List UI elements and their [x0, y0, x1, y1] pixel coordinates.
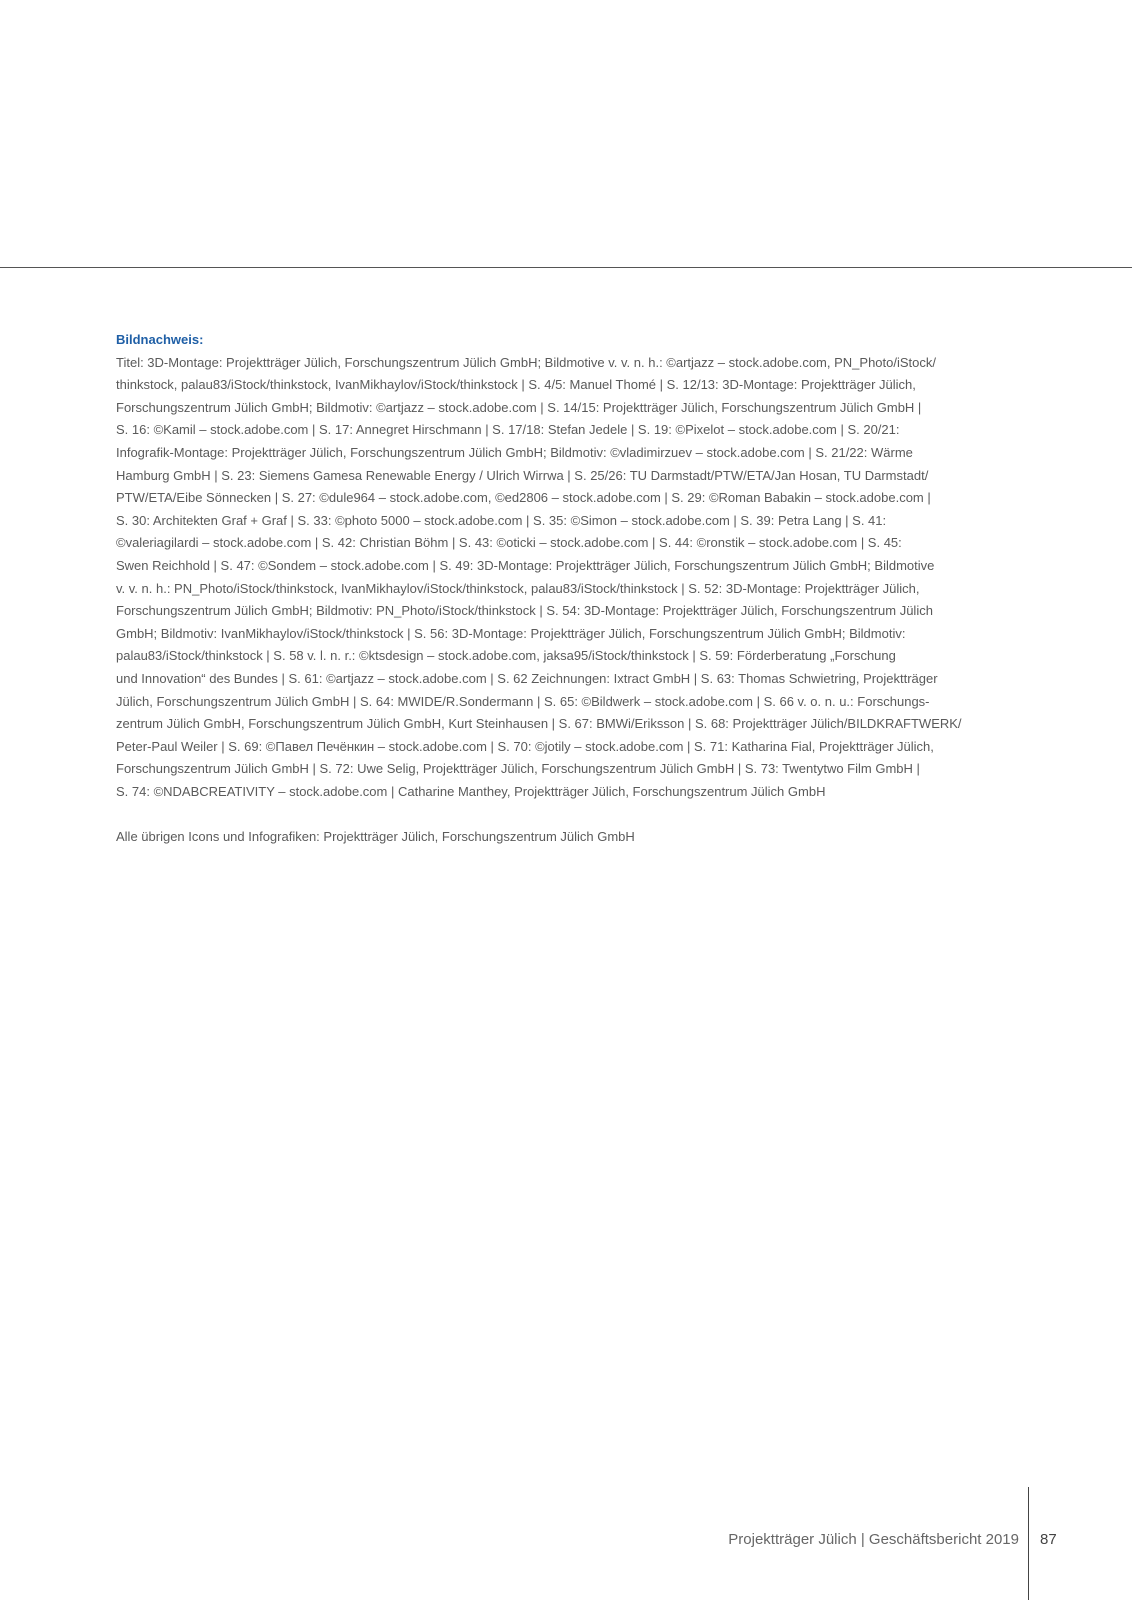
- publication-title: Projektträger Jülich | Geschäftsbericht 2019: [728, 1531, 1019, 1548]
- footer-vertical-divider: [1028, 1487, 1029, 1600]
- credits-line: Forschungszentrum Jülich GmbH; Bildmotiv: PN_Photo/iStock/thinkstock | S. 54: 3D-Montage: Projektträger Jülich, Forschungszentrum Jülich: [116, 603, 933, 619]
- credits-line: ©valeriagilardi – stock.adobe.com | S. 42: Christian Böhm | S. 43: ©oticki – stock.adobe.com | S. 44: ©ronstik – stock.adobe.com | S. 45:: [116, 535, 902, 551]
- credits-line: thinkstock, palau83/iStock/thinkstock, IvanMikhaylov/iStock/thinkstock | S. 4/5: Manuel Thomé | S. 12/13: 3D-Montage: Projektträger Jülich,: [116, 377, 916, 393]
- credits-line: Titel: 3D-Montage: Projektträger Jülich, Forschungszentrum Jülich GmbH; Bildmotive v. v. n. h.: ©artjazz – stock.adobe.com, PN_Photo/iStock/: [116, 354, 936, 370]
- credits-line: S. 30: Architekten Graf + Graf | S. 33: ©photo 5000 – stock.adobe.com | S. 35: ©Simon – stock.adobe.com | S. 39: Petra Lang | S. 41:: [116, 512, 887, 528]
- credits-line: Infografik-Montage: Projektträger Jülich, Forschungszentrum Jülich GmbH; Bildmotiv: ©vladimirzuev – stock.adobe.com | S. 21/22: Wärme: [116, 444, 913, 460]
- credits-line: Forschungszentrum Jülich GmbH | S. 72: Uwe Selig, Projektträger Jülich, Forschungszentrum Jülich GmbH | S. 73: Twentytwo Film GmbH |: [116, 761, 920, 777]
- credits-line: und Innovation“ des Bundes | S. 61: ©artjazz – stock.adobe.com | S. 62 Zeichnungen: Ixtract GmbH | S. 63: Thomas Schwietring, Projektträger: [116, 670, 938, 686]
- credits-line: S. 74: ©NDABCREATIVITY – stock.adobe.com | Catharine Manthey, Projektträger Jülich, Forschungszentrum Jülich GmbH: [116, 783, 826, 799]
- top-horizontal-rule: [0, 267, 1132, 268]
- credits-line: v. v. n. h.: PN_Photo/iStock/thinkstock, IvanMikhaylov/iStock/thinkstock, palau83/iStock/thinkstock | S. 52: 3D-Montage: Projektträger Jülich,: [116, 580, 920, 596]
- image-credits-body: [116, 352, 962, 804]
- credits-line: S. 16: ©Kamil – stock.adobe.com | S. 17: Annegret Hirschmann | S. 17/18: Stefan Jedele | S. 19: ©Pixelot – stock.adobe.com | S. 20/21:: [116, 422, 900, 438]
- page-number: 87: [1040, 1531, 1057, 1548]
- credits-line: PTW/ETA/Eibe Sönnecken | S. 27: ©dule964 – stock.adobe.com, ©ed2806 – stock.adobe.com | S. 29: ©Roman Babakin – stock.adobe.com |: [116, 490, 931, 506]
- credits-line: GmbH; Bildmotiv: IvanMikhaylov/iStock/thinkstock | S. 56: 3D-Montage: Projektträger Jülich, Forschungszentrum Jülich GmbH; Bildmotiv:: [116, 625, 906, 641]
- credits-line: Swen Reichhold | S. 47: ©Sondem – stock.adobe.com | S. 49: 3D-Montage: Projektträger Jülich, Forschungszentrum Jülich GmbH; Bildmotive: [116, 557, 935, 573]
- credits-line: zentrum Jülich GmbH, Forschungszentrum Jülich GmbH, Kurt Steinhausen | S. 67: BMWi/Eriksson | S. 68: Projektträger Jülich/BILDKRAFTWERK/: [116, 716, 962, 732]
- credits-line: Hamburg GmbH | S. 23: Siemens Gamesa Renewable Energy / Ulrich Wirrwa | S. 25/26: TU Darmstadt/PTW/ETA/Jan Hosan, TU Darmstadt/: [116, 467, 929, 483]
- image-credits-section: [116, 329, 962, 849]
- credits-line: Peter-Paul Weiler | S. 69: ©Павел Печёнкин – stock.adobe.com | S. 70: ©jotily – stock.adobe.com | S. 71: Katharina Fial, Projektträger Jülich,: [116, 738, 934, 754]
- credits-line: Jülich, Forschungszentrum Jülich GmbH | S. 64: MWIDE/R.Sondermann | S. 65: ©Bildwerk – stock.adobe.com | S. 66 v. o. n. u.: Forschungs-: [116, 693, 930, 709]
- image-credits-heading: Bildnachweis:: [116, 332, 204, 347]
- credits-line: Forschungszentrum Jülich GmbH; Bildmotiv: ©artjazz – stock.adobe.com | S. 14/15: Projektträger Jülich, Forschungszentrum Jülich GmbH |: [116, 399, 922, 415]
- credits-line: palau83/iStock/thinkstock | S. 58 v. l. n. r.: ©ktsdesign – stock.adobe.com, jaksa95/iStock/thinkstock | S. 59: Förderberatung „Forschung: [116, 648, 896, 664]
- icons-credit-note: Alle übrigen Icons und Infografiken: Projektträger Jülich, Forschungszentrum Jülich GmbH: [116, 829, 635, 845]
